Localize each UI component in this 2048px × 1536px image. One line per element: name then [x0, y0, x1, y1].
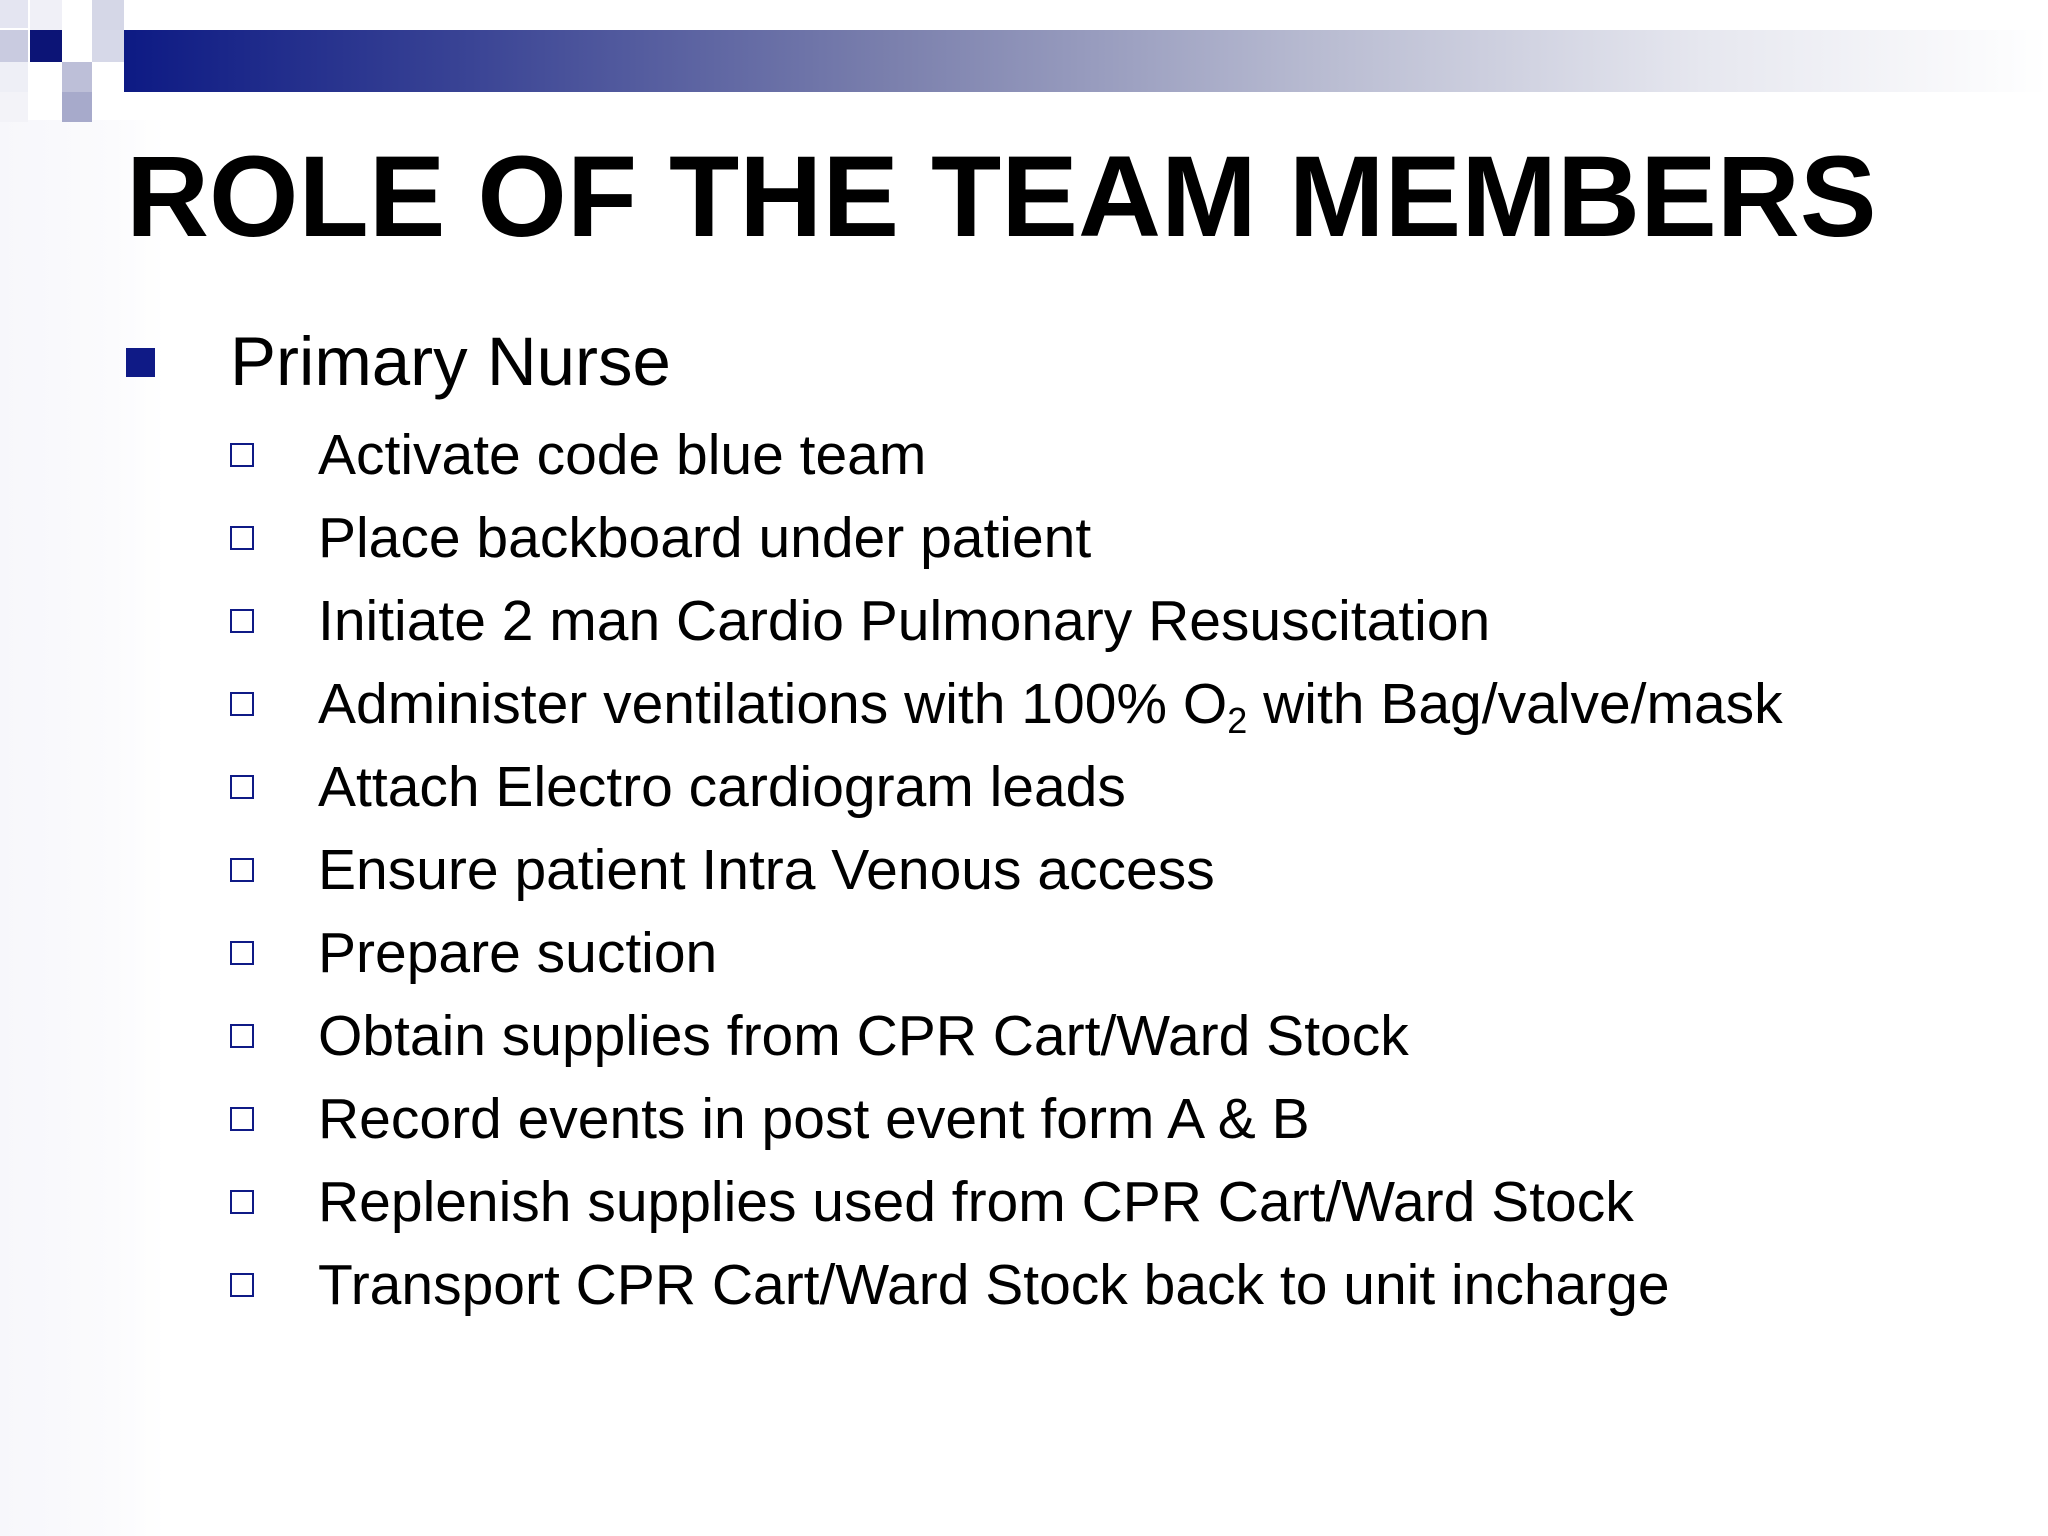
hollow-square-bullet-icon [230, 1273, 254, 1297]
list-item [230, 413, 1783, 496]
corner-square-decoration [62, 62, 92, 92]
list-item-text: Prepare suction [318, 920, 718, 985]
sub-bullet-list [230, 413, 1783, 1326]
hollow-square-bullet-icon [230, 1107, 254, 1131]
oxygen-subscript: 2 [1227, 699, 1248, 741]
corner-square-decoration [92, 30, 124, 62]
list-item [230, 994, 1783, 1077]
list-item-text: Replenish supplies used from CPR Cart/Ward Stock [318, 1169, 1634, 1234]
hollow-square-bullet-icon [230, 1024, 254, 1048]
hollow-square-bullet-icon [230, 1190, 254, 1214]
list-item [230, 579, 1783, 662]
slide-title: ROLE OF THE TEAM MEMBERS [126, 133, 1877, 261]
list-item [230, 1160, 1783, 1243]
list-item [230, 1243, 1783, 1326]
corner-square-decoration [30, 30, 62, 62]
list-item-text: Ensure patient Intra Venous access [318, 837, 1215, 902]
hollow-square-bullet-icon [230, 609, 254, 633]
list-item [230, 496, 1783, 579]
list-item [230, 1077, 1783, 1160]
list-item-text-post: with Bag/valve/mask [1247, 671, 1783, 736]
list-item-text: Record events in post event form A & B [318, 1086, 1310, 1151]
filled-square-bullet-icon [126, 348, 155, 377]
hollow-square-bullet-icon [230, 858, 254, 882]
bullet-primary-nurse [126, 322, 671, 402]
hollow-square-bullet-icon [230, 941, 254, 965]
list-item-text: Attach Electro cardiogram leads [318, 754, 1126, 819]
header-gradient-band [124, 30, 2048, 92]
list-item-text: Initiate 2 man Cardio Pulmonary Resuscitation [318, 588, 1491, 653]
list-item-text-pre: Administer ventilations with 100% O [318, 671, 1228, 736]
hollow-square-bullet-icon [230, 775, 254, 799]
corner-square-decoration [92, 0, 124, 30]
corner-square-decoration [0, 0, 28, 28]
list-item [230, 745, 1783, 828]
list-item-text: Transport CPR Cart/Ward Stock back to unit incharge [318, 1252, 1670, 1317]
list-item [230, 911, 1783, 994]
hollow-square-bullet-icon [230, 692, 254, 716]
hollow-square-bullet-icon [230, 526, 254, 550]
corner-square-decoration [0, 30, 28, 62]
hollow-square-bullet-icon [230, 443, 254, 467]
list-item [230, 662, 1783, 745]
list-item [230, 828, 1783, 911]
list-item-text: Obtain supplies from CPR Cart/Ward Stock [318, 1003, 1409, 1068]
corner-square-decoration [0, 92, 28, 122]
list-item-text: Activate code blue team [318, 422, 927, 487]
corner-square-decoration [62, 92, 92, 122]
corner-square-decoration [30, 0, 62, 30]
list-item-text [318, 671, 1783, 741]
corner-square-decoration [0, 62, 28, 92]
section-label: Primary Nurse [230, 323, 671, 400]
list-item-text: Place backboard under patient [318, 505, 1092, 570]
